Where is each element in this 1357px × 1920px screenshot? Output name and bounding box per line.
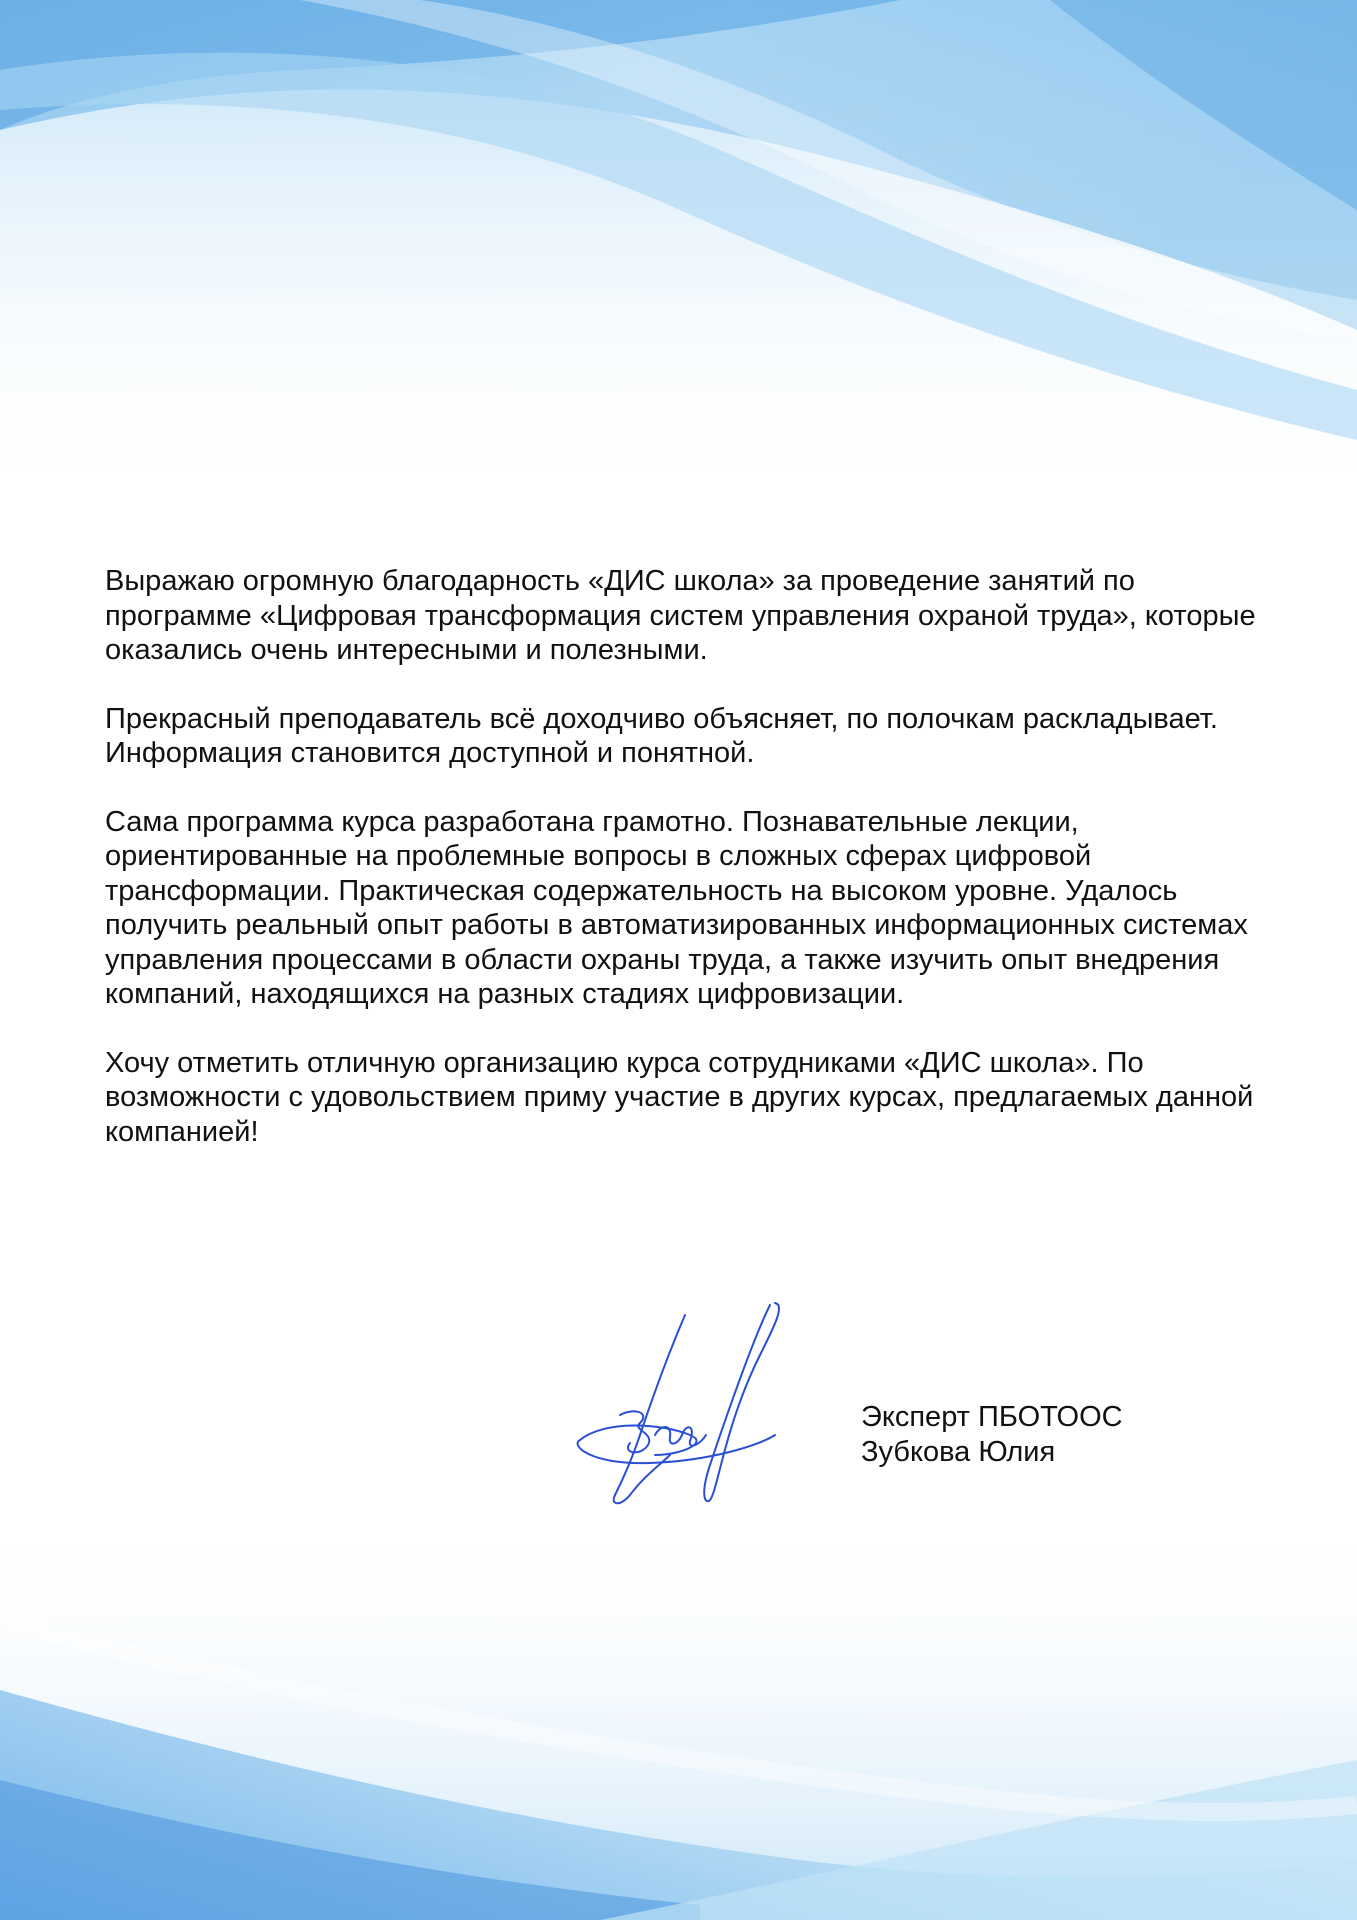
signature [560, 1295, 860, 1515]
signer-block [861, 1400, 1123, 1469]
paragraph-1: Выражаю огромную благодарность «ДИС школа» за проведение занятий по программе «Цифровая трансформация систем управления охраной труда», которые оказались очень интересными и полезными. [105, 565, 1256, 666]
paragraph-3: Сама программа курса разработана грамотно. Познавательные лекции, ориентированные на проблемные вопросы в сложных сферах цифровой трансформации. Практическая содержательность на высоком уровне. Удалось получить реальный опыт работы в автоматизированных информационных системах управления процессами в области охраны труда, а также изучить опыт внедрения компаний, находящихся на разных стадиях цифровизации. [105, 805, 1248, 1010]
paragraph-2: Прекрасный преподаватель всё доходчиво объясняет, по полочкам раскладывает. Информация становится доступной и понятной. [105, 702, 1218, 769]
signer-name: Зубкова Юлия [861, 1435, 1056, 1468]
signer-position: Эксперт ПБОТООС [861, 1401, 1123, 1433]
paragraph-4: Хочу отметить отличную организацию курса сотрудниками «ДИС школа». По возможности с удовольствием приму участие в других курсах, предлагаемых данной компанией! [105, 1046, 1254, 1148]
letter-body [105, 564, 1265, 1183]
